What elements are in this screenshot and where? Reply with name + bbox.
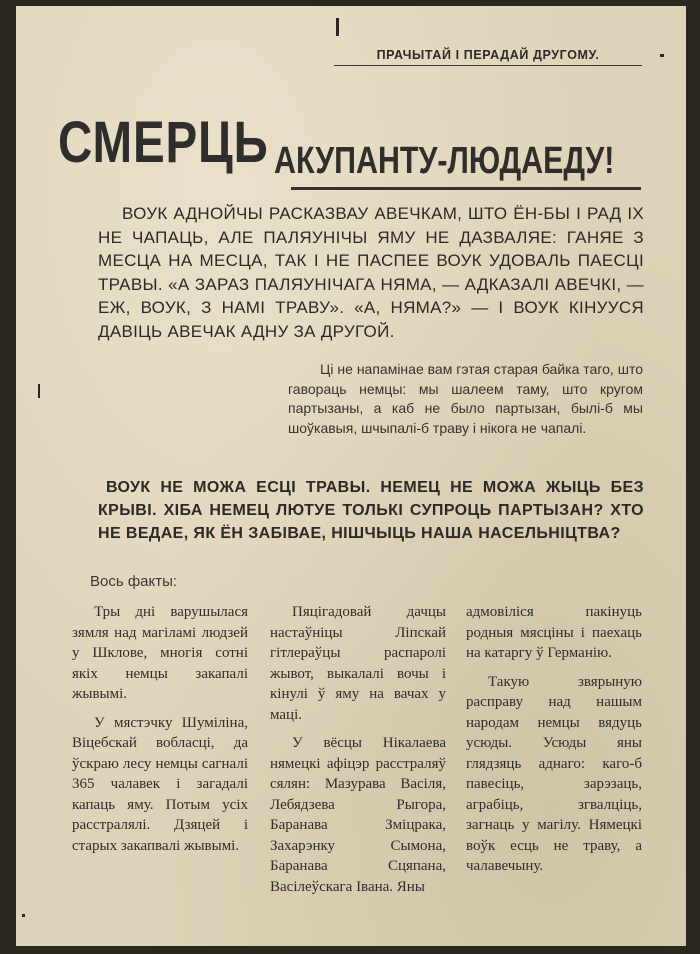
title-underline <box>291 187 641 190</box>
intro-fable <box>98 202 644 343</box>
title-word-occupant: АКУПАНТУ-ЛЮДАЕДУ! <box>274 140 615 182</box>
fact-paragraph: адмовіліся пакінуць родныя мясціны і паехаць на катаргу ў Германію. <box>466 604 642 661</box>
intro-text: ВОУК АДНОЙЧЫ РАСКАЗВАУ АВЕЧКАМ, ШТО ЁН-БЫ І РАД ІХ НЕ ЧАПАЦЬ, АЛЕ ПАЛЯУНІЧЫ ЯМУ НЕ ДАЗВАЛЯЕ: ГАНЯЕ З МЕСЦА НА МЕСЦА, ТАК І НЕ ПАСПЕЕ ВОУК УДОВАЛЬ ПАЕСЦІ ТРАВЫ. «А ЗАРАЗ ПАЛЯУНІЧАГА НЯМА, — АДКАЗАЛІ АВЕЧКІ, — ЕЖ, ВОУК, З НАМІ ТРАВУ». «А, НЯМА?» — І ВОУК КІНУУСЯ ДАВІЦЬ АВЕЧАК АДНУ ЗА ДРУГОЙ. <box>98 204 644 341</box>
ink-mark <box>336 18 339 36</box>
ink-mark <box>660 54 664 57</box>
leaflet-sheet <box>16 6 686 946</box>
fable-commentary <box>288 360 643 438</box>
note-text: Ці не напамінае вам гэтая старая байка таго, што гавораць немцы: мы шалеем таму, што кругом партызаны, а каб не было партызан, былі-б мы шоўкавыя, шчыпалі-б траву і нікога не чапалі. <box>288 361 643 436</box>
title-word-death: СМЕРЦЬ <box>58 110 269 175</box>
pass-along-header: ПРАЧЫТАЙ І ПЕРАДАЙ ДРУГОМУ. <box>334 48 642 66</box>
fact-paragraph: Пяцігадовай дачцы настаўніцы Ліпскай гітлераўцы распаролі жывот, выкалалі вочы і кінулі ў яму на вачах у маці. <box>270 604 446 723</box>
facts-column-2 <box>270 602 446 905</box>
facts-column-1 <box>72 602 248 864</box>
fact-paragraph: Такую звярыную расправу над нашым народам немцы вядуць усюды. Усюды яны глядзяць аднаго: каго-б павесіць, зарэзаць, аграбіць, згвалціць, загнаць у магілу. Нямецкі воўк есць не траву, а чалавечыну. <box>466 673 642 874</box>
facts-heading: Вось факты: <box>90 573 178 590</box>
facts-column-3 <box>466 602 642 885</box>
ink-mark <box>38 384 40 398</box>
fact-paragraph: Тры дні варушылася зямля над магіламі людзей у Шклове, многія сотні якіх немцы закапалі жывымі. <box>72 604 248 702</box>
fact-paragraph: У вёсцы Нікалаева нямецкі афіцэр расстраляў сялян: Мазурава Васіля, Лебядзева Рыгора, Баранава Зміцрака, Захарэнку Сымона, Баранава Сцяпана, Васілеўскага Івана. Яны <box>270 735 446 895</box>
ink-mark <box>22 914 25 917</box>
bold-text: ВОУК НЕ МОЖА ЕСЦІ ТРАВЫ. НЕМЕЦ НЕ МОЖА ЖЫЦЬ БЕЗ КРЫВІ. ХІБА НЕМЕЦ ЛЮТУЕ ТОЛЬКІ СУПРОЦЬ ПАРТЫЗАН? ХТО НЕ ВЕДАЕ, ЯК ЁН ЗАБІВАЕ, НІШЧЫЦЬ НАША НАСЕЛЬНІЦТВА? <box>98 479 644 542</box>
bold-statement <box>98 476 644 545</box>
fact-paragraph: У мястэчку Шуміліна, Віцебскай вобласці, да ўскраю лесу немцы сагналі 365 чалавек і загадалі капаць яму. Потым усіх расстралялі. Дзяцей і старых закапвалі жывымі. <box>72 714 248 854</box>
